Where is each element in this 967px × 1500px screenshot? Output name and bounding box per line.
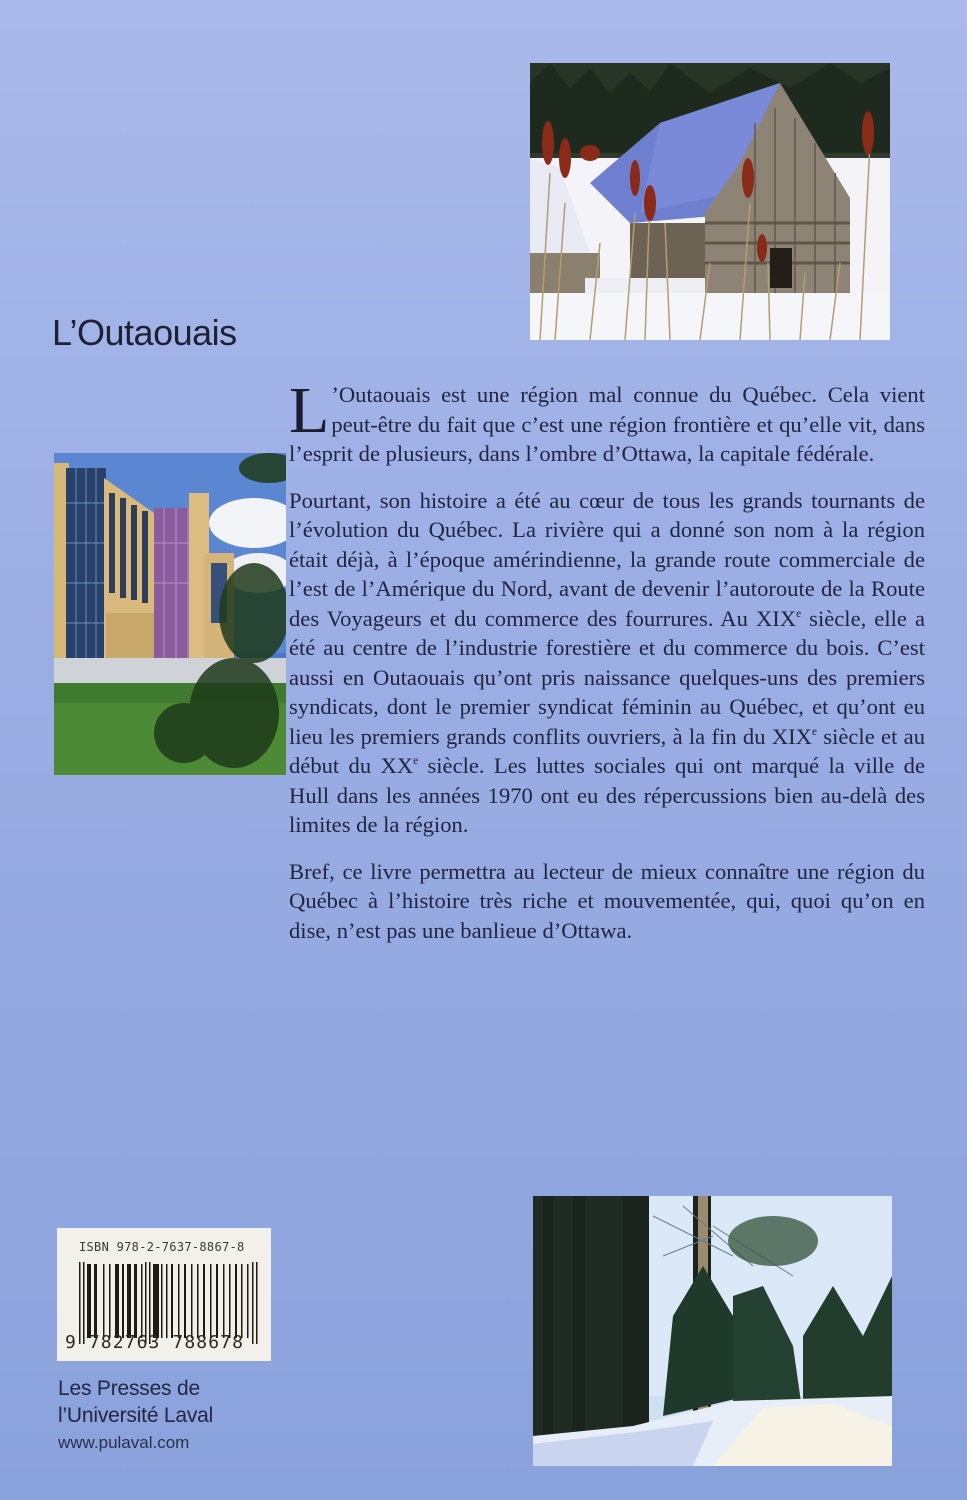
building-photo bbox=[54, 453, 286, 775]
publisher-name-line-1: Les Presses de bbox=[58, 1377, 200, 1400]
publisher-name-line-2: l’Université Laval bbox=[58, 1404, 214, 1427]
publisher-url: www.pulaval.com bbox=[58, 1433, 190, 1452]
forest-road-photo bbox=[533, 1196, 892, 1466]
publisher-block bbox=[58, 1375, 213, 1455]
book-title: L’Outaouais bbox=[52, 312, 237, 354]
ean-digits: 9 782763 788678 bbox=[65, 1332, 245, 1353]
isbn-label: ISBN 978-2-7637-8867-8 bbox=[79, 1240, 245, 1254]
back-cover-blurb bbox=[289, 374, 925, 962]
blurb-paragraph-1: L ’Outaouais est une région mal connue du Québec. Cela vient peut-être du fait que c’est une région frontière et qu’elle vit, dans l’esprit de plusieurs, dans l’ombre d’Ottawa, la capitale fédérale. bbox=[289, 374, 925, 466]
isbn-barcode bbox=[57, 1228, 271, 1361]
drop-cap: L bbox=[289, 374, 330, 447]
blurb-paragraph-2: Pourtant, son histoire a été au cœur de tous les grands tournants de l’évolution du Québec. La rivière qui a donné son nom à la région était déjà, à l’époque amérindienne, la grande route commerciale de l’est de l’Amérique du Nord, avant de devenir l’autoroute de la Route des Voyageurs et du commerce des fourrures. Au XIXe siècle, elle a été au centre de l’industrie forestière et du commerce du bois. C’est aussi en Outaouais qu’ont pris naissance quelques-uns des premiers syndicats, dont le premier syndicat féminin au Québec, et qu’ont eu lieu les premiers grands conflits ouvriers, à la fin du XIXe siècle et au début du XXe siècle. Les luttes sociales qui ont marqué la ville de Hull dans les années 1970 ont eu des répercussions bien au-delà des limites de la région. bbox=[289, 487, 925, 837]
barn-photo bbox=[530, 63, 890, 340]
blurb-paragraph-3: Bref, ce livre permettra au lecteur de mieux connaître une région du Québec à l’histoire très riche et mouvementée, qui, quoi qu’on en dise, n’est pas une banlieue d’Ottawa. bbox=[289, 858, 925, 943]
